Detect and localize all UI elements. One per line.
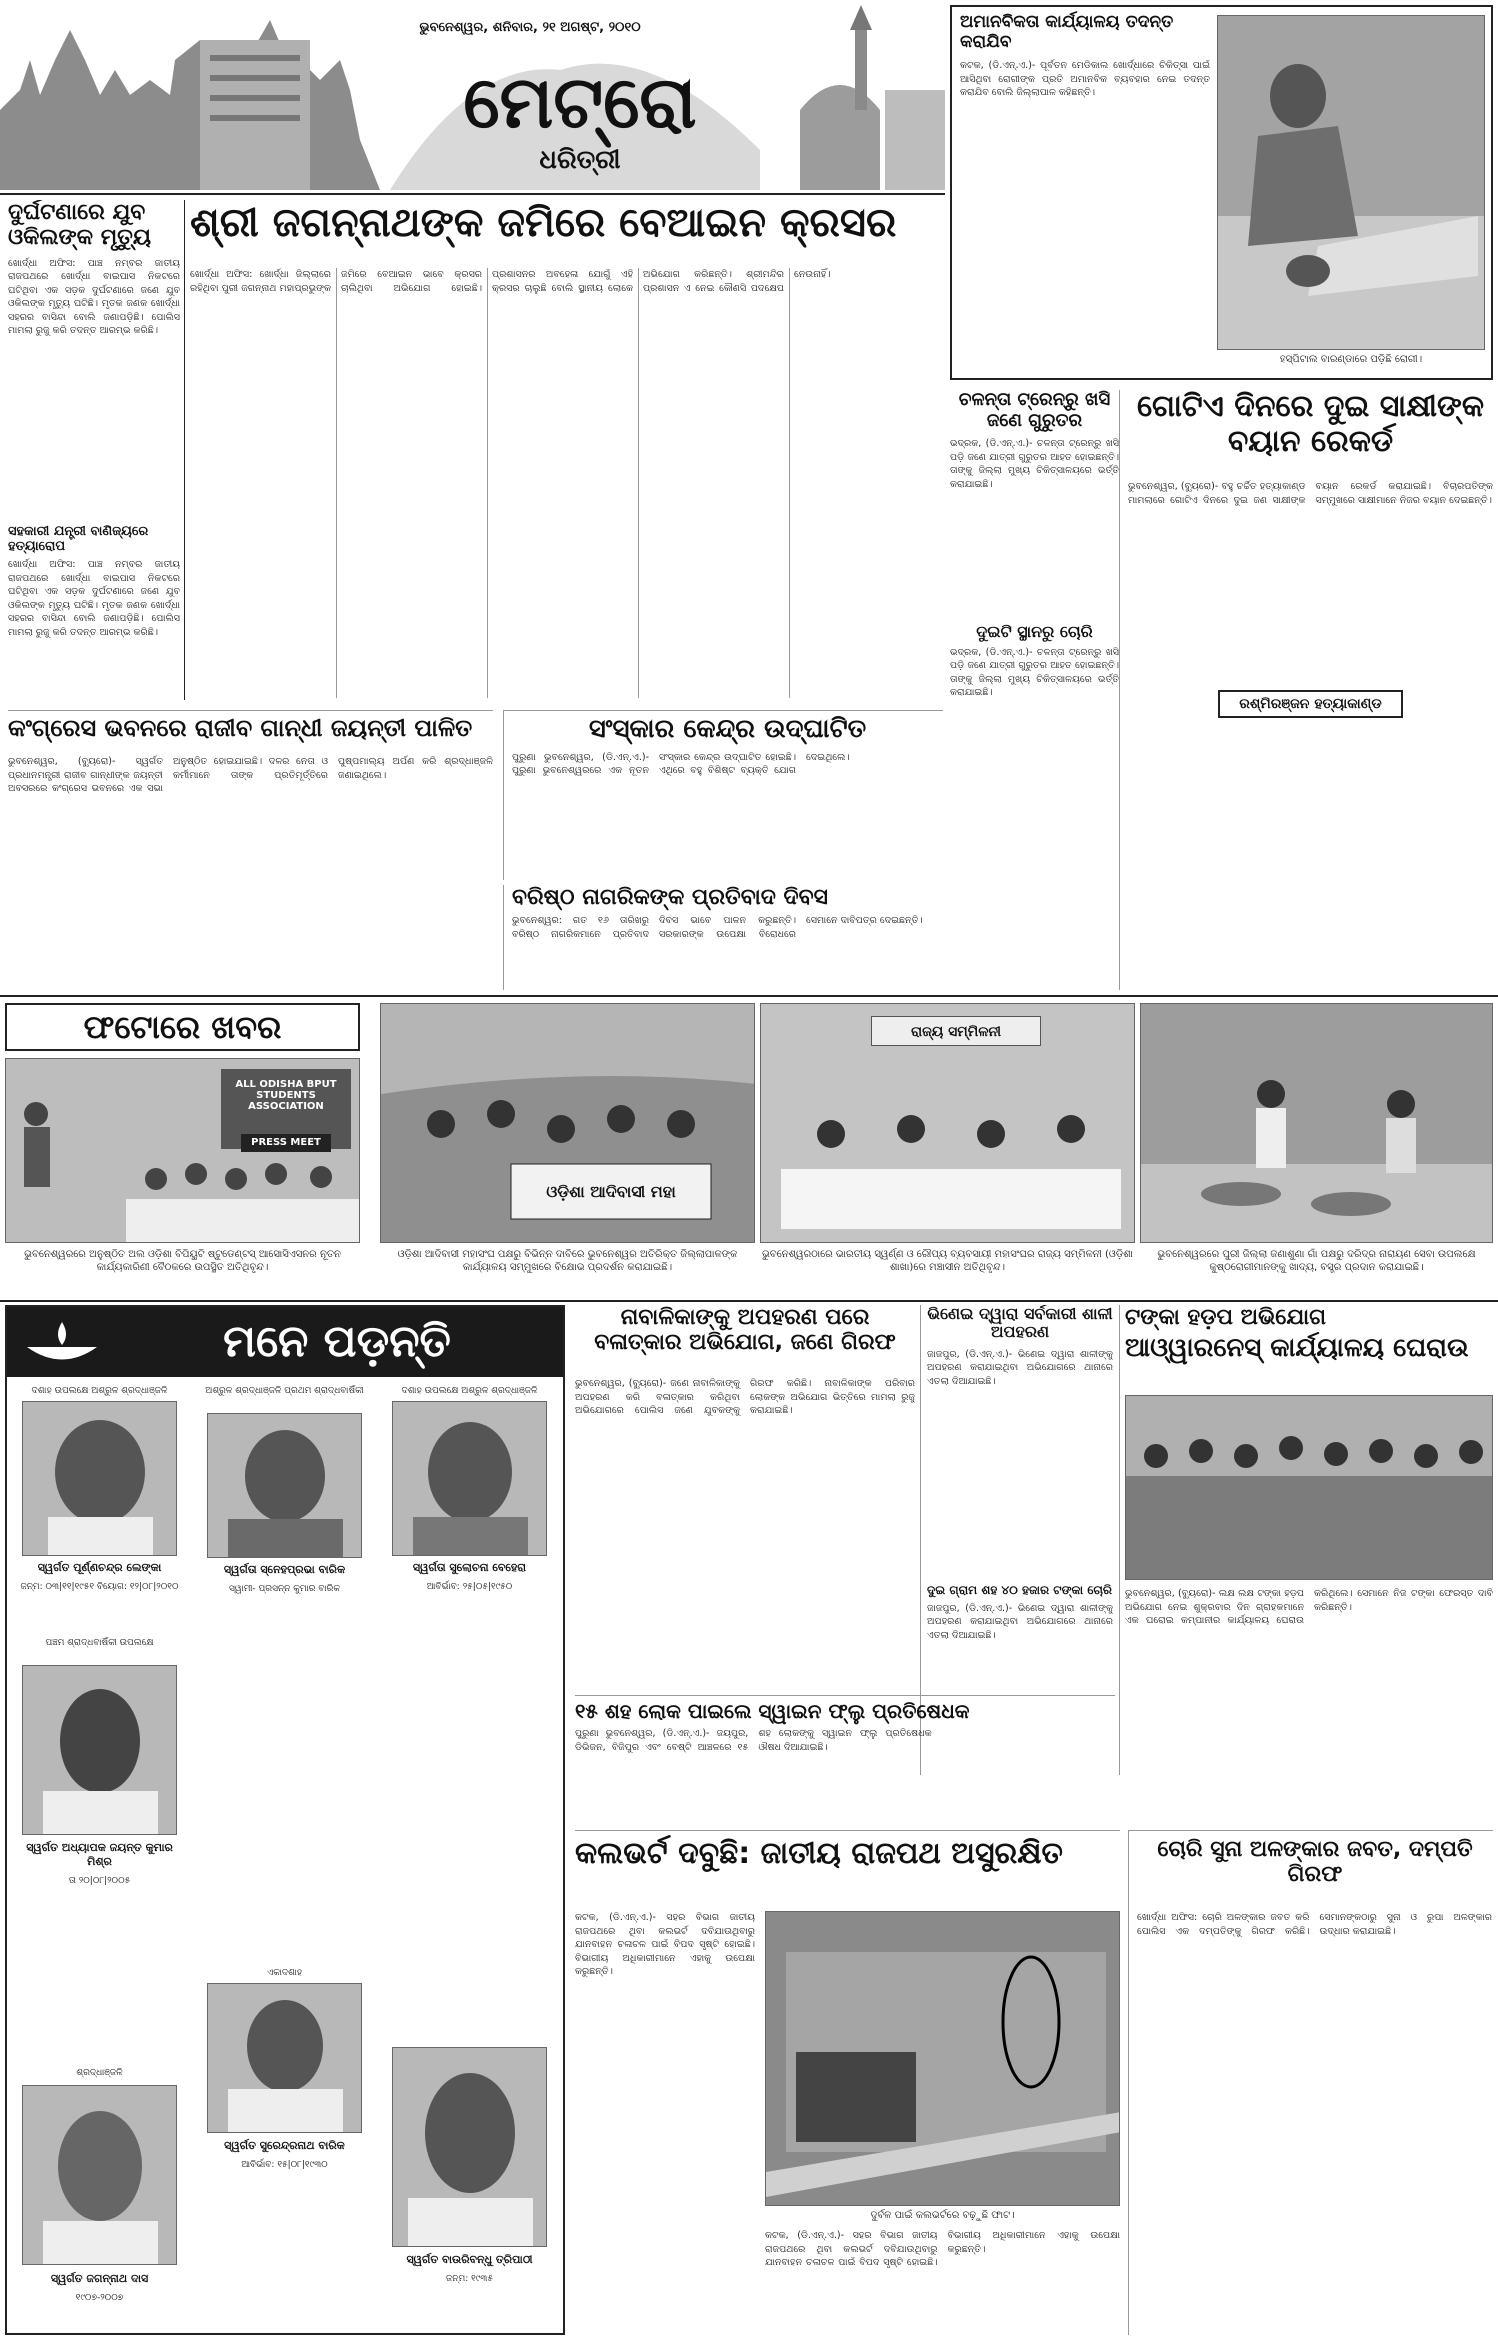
body-hospital: କଟକ, (ଡି.ଏନ୍.ଏ.)- ପୂର୍ବତନ ମେଡିକାଲ ଖୋର୍ଦ୍ଧାରେ ଚିକିତ୍ସା ପାଇଁ ଆସିଥିବା ରୋଗୀଙ୍କ ପ୍ରତି ଅମାନବିକ ବ୍ୟବହାର ନେଇ ତଦନ୍ତ କରାଯିବ ବୋଲି ଜିଲ୍ଲାପାଳ କହିଛନ୍ତି। (960, 60, 1210, 98)
article-train (950, 390, 1120, 990)
headline-congress: କଂଗ୍ରେସ ଭବନରେ ରାଜୀବ ଗାନ୍ଧୀ ଜୟନ୍ତୀ ପାଳିତ (8, 714, 473, 742)
obit-name: ସ୍ୱର୍ଗତା ସୁଲୋଚନା ବେହେରା (412, 1561, 527, 1574)
obit-portrait (22, 1401, 177, 1556)
obit-name: ସ୍ୱର୍ଗତ ସୁରେନ୍ଦ୍ରନାଥ ବାରିକ (224, 2139, 345, 2152)
headline-minor: ନାବାଳିକାଙ୍କୁ ଅପହରଣ ପରେ ବଳାତ୍କାର ଅଭିଯୋଗ, ଜଣେ ଗିରଫ (594, 1305, 896, 1356)
obit-label: ପଞ୍ଚମ ଶ୍ରାଦ୍ଧବାର୍ଷିକୀ ଉପଲକ୍ଷେ (45, 1638, 154, 1648)
obit-name: ସ୍ୱର୍ଗତା ସ୍ନେହପ୍ରଭା ବାରିକ (223, 1563, 346, 1576)
obit-card (382, 2037, 557, 2332)
obit-detail: ଆବିର୍ଭାବ: ୨୫|୦୫|୧୯୫୦ (426, 1582, 513, 1592)
caption-hospital: ହସ୍ପିଟାଲ ବାରଣ୍ଡାରେ ପଡ଼ିଛି ରୋଗୀ। (1279, 354, 1423, 365)
gold-columns (1137, 1911, 1492, 2331)
photo-tribal-protest (380, 1003, 755, 1243)
obit-label: ଶ୍ରଦ୍ଧାଞ୍ଜଳି (76, 2068, 123, 2078)
obit-card (197, 1385, 372, 1615)
body-engineer: ଖୋର୍ଦ୍ଧା ଅଫିସ: ପାଞ୍ଚ ନମ୍ବର ଜାତୀୟ ରାଜପଥରେ ଖୋର୍ଦ୍ଧା ବାଇପାସ ନିକଟରେ ଘଟିଥିବା ଏକ ସଡ଼କ ଦୁର୍ଘଟଣାରେ ଜଣେ ଯୁବ ଓକିଲଙ୍କ ମୃତ୍ୟୁ ଘଟିଛି। ମୃତକ ଜଣକ ଖୋର୍ଦ୍ଧା ସହରର ବାସିନ୍ଦା ବୋଲି ଜଣାପଡ଼ିଛି। ପୋଲିସ ମାମଲା ରୁଜୁ କରି ତଦନ୍ତ ଆରମ୍ଭ କରିଛି। (8, 559, 180, 638)
headline-senior: ବରିଷ୍ଠ ନାଗରିକଙ୍କ ପ୍ରତିବାଦ ଦିବସ (512, 885, 829, 910)
obit-card (382, 1385, 557, 1615)
masthead-subtitle: ଧରିତ୍ରୀ (539, 145, 621, 175)
photo-culvert (765, 1911, 1120, 2206)
obit-card (12, 1385, 187, 1615)
insurance-protest-graphic (1126, 1396, 1493, 1580)
senior-columns (512, 914, 943, 984)
lamp-icon (22, 1317, 102, 1367)
obituary-header (7, 1307, 563, 1377)
obit-portrait (392, 1401, 547, 1556)
obit-portrait (22, 1665, 177, 1835)
headline-hospital: ଅମାନବିକତା କାର୍ଯ୍ୟାଳୟ ତଦନ୍ତ କରାଯିବ (960, 12, 1174, 52)
obit-name: ସ୍ୱର୍ଗତ ଅଧ୍ୟାପକ ଜୟନ୍ତ କୁମାର ମିଶ୍ର (26, 1841, 173, 1868)
photo-news-title: ଫଟୋରେ ଖବର (5, 1003, 360, 1051)
article-insurance (1125, 1305, 1493, 1825)
photo-food-distribution (1140, 1003, 1493, 1243)
obituary-section (5, 1305, 565, 2335)
headline-swine: ୧୫ ଶହ ଲୋକ ପାଇଲେ ସ୍ୱାଇନ ଫ୍ଲୁ ପ୍ରତିଷେଧକ (575, 1699, 970, 1723)
patient-photo-graphic (1218, 16, 1485, 350)
photo-news-section (0, 998, 1498, 1298)
photo-conference (760, 1003, 1135, 1243)
culvert-left-column (575, 1911, 755, 2331)
conference-graphic (761, 1004, 1135, 1243)
swine-columns (575, 1727, 1115, 1817)
obit-label: ଦଶାହ ଉପଲକ୍ଷେ ଅଶ୍ରୁଳ ଶ୍ରଦ୍ଧାଞ୍ଜଳି (31, 1386, 168, 1396)
subheadline-theft: ଦୁଇଟି ସ୍ଥାନରୁ ଚୋରି (976, 622, 1093, 642)
body-anganwadi: ଜାଜପୁର, (ଡି.ଏନ୍.ଏ.)- ଭିଣେଇ ଦ୍ୱାରା ଶାଳୀଙ୍କୁ ଅପହରଣ କରାଯାଇଥିବା ଅଭିଯୋଗରେ ଥାନାରେ ଏତଲା ଦିଆଯାଇଛି। (927, 1348, 1113, 1387)
culvert-graphic (766, 1912, 1120, 2206)
article-witness (1128, 390, 1493, 990)
obit-name: ସ୍ୱର୍ଗତ ବାଉରିବନ୍ଧୁ ତ୍ରିପାଠୀ (406, 2253, 533, 2266)
congress-columns (8, 755, 493, 985)
body-train: ଭଦ୍ରକ, (ଡି.ଏନ୍.ଏ.)- ଚଳନ୍ତା ଟ୍ରେନ୍‌ରୁ ଖସି ପଡ଼ି ଜଣେ ଯାତ୍ରୀ ଗୁରୁତର ଆହତ ହୋଇଛନ୍ତି। ତାଙ୍କୁ ଜିଲ୍ଲା ମୁଖ୍ୟ ଚିକିତ୍ସାଳୟରେ ଭର୍ତ୍ତି କରାଯାଇଛି। (950, 438, 1119, 490)
body-witness: ଭୁବନେଶ୍ୱର, (ବ୍ୟୁରୋ)- ବହୁ ଚର୍ଚ୍ଚିତ ହତ୍ୟାକାଣ୍ଡ ମାମଲାରେ ଗୋଟିଏ ଦିନରେ ଦୁଇ ଜଣ ସାକ୍ଷୀଙ୍କ ବୟାନ ରେକର୍ଡ କରାଯାଇଛି। ବିଚାରପତିଙ୍କ ସମ୍ମୁଖରେ ସାକ୍ଷୀମାନେ ନିଜର ବୟାନ ଦେଇଛନ୍ତି। (1128, 481, 1493, 506)
witness-label: ରଶ୍ମିରଞ୍ଜନ ହତ୍ୟାକାଣ୍ଡ (1218, 690, 1403, 718)
caption-photo-1: ଭୁବନେଶ୍ୱରରେ ଅନୁଷ୍ଠିତ ଅଲ ଓଡ଼ିଶା ବିପିୟୁଟି ଷ୍ଟୁଡେଣ୍ଟସ୍ ଆସୋସିଏସନର ନୂତନ କାର୍ଯ୍ୟକାରିଣୀ ବୈଠକରେ ଉପସ୍ଥିତ ଅତିଥିବୃନ୍ଦ। (24, 1249, 341, 1273)
article-congress (8, 710, 493, 990)
body-cash-theft: ଜାଜପୁର, (ଡି.ଏନ୍.ଏ.)- ଭିଣେଇ ଦ୍ୱାରା ଶାଳୀଙ୍କୁ ଅପହରଣ କରାଯାଇଥିବା ଅଭିଯୋଗରେ ଥାନାରେ ଏତଲା ଦିଆଯାଇଛି। (927, 1602, 1113, 1641)
article-swine (575, 1695, 1115, 1825)
article-sanskar (503, 710, 943, 880)
subheadline-engineer: ସହକାରୀ ଯନ୍ତ୍ରୀ ବାଣିଜ୍ୟରେ ହତ୍ୟାରୋପ (8, 523, 149, 554)
banner-press-meet: PRESS MEET (241, 1134, 331, 1152)
obit-label: ଏକାଦଶାହ (266, 1968, 303, 1978)
body-theft: ଭଦ୍ରକ, (ଡି.ଏନ୍.ଏ.)- ଚଳନ୍ତା ଟ୍ରେନ୍‌ରୁ ଖସି ପଡ଼ି ଜଣେ ଯାତ୍ରୀ ଗୁରୁତର ଆହତ ହୋଇଛନ୍ତି। ତାଙ୍କୁ ଜିଲ୍ଲା ମୁଖ୍ୟ ଚିକିତ୍ସାଳୟରେ ଭର୍ତ୍ତି କରାଯାଇଛି। (950, 646, 1119, 699)
section-divider-2 (0, 1300, 1498, 1302)
photo-hospital-patient (1217, 15, 1485, 350)
headline-lead: ଶ୍ରୀ ଜଗନ୍ନାଥଙ୍କ ଜମିରେ ବେଆଇନ କ୍ରସର (190, 200, 897, 246)
headline-anganwadi: ଭିଣେଇ ଦ୍ୱାରା ସର୍ବକାରୀ ଶାଳୀ ଅପହରଣ (927, 1305, 1113, 1342)
body-lawyer: ଖୋର୍ଦ୍ଧା ଅଫିସ: ପାଞ୍ଚ ନମ୍ବର ଜାତୀୟ ରାଜପଥରେ ଖୋର୍ଦ୍ଧା ବାଇପାସ ନିକଟରେ ଘଟିଥିବା ଏକ ସଡ଼କ ଦୁର୍ଘଟଣାରେ ଜଣେ ଯୁବ ଓକିଲଙ୍କ ମୃତ୍ୟୁ ଘଟିଛି। ମୃତକ ଜଣକ ଖୋର୍ଦ୍ଧା ସହରର ବାସିନ୍ଦା ବୋଲି ଜଣାପଡ଼ିଛି। ପୋଲିସ ମାମଲା ରୁଜୁ କରି ତଦନ୍ତ ଆରମ୍ଭ କରିଛି। (8, 257, 180, 337)
witness-columns (1128, 480, 1493, 980)
obit-detail: ଜନ୍ମ: ୧୯୩୫ (446, 2274, 493, 2284)
body-sanskar: ପୁରୁଣା ଭୁବନେଶ୍ୱର, (ଡି.ଏନ୍.ଏ.)- ପୁରୁଣା ଭୁବନେଶ୍ୱରରେ ଏକ ନୂତନ ସଂସ୍କାର କେନ୍ଦ୍ର ଉଦ୍‌ଘାଟିତ ହୋଇଛି। ଏଥିରେ ବହୁ ବିଶିଷ୍ଟ ବ୍ୟକ୍ତି ଯୋଗ ଦେଇଥିଲେ। (512, 751, 850, 777)
body-insurance: ଭୁବନେଶ୍ୱର, (ବ୍ୟୁରୋ)- ଲକ୍ଷ ଲକ୍ଷ ଟଙ୍କା ହଡ଼ପ ଅଭିଯୋଗ ନେଇ ଶୁକ୍ରବାର ଦିନ ଗ୍ରାହକମାନେ ଏକ ଘରୋଇ କମ୍ପାନୀର କାର୍ଯ୍ୟାଳୟ ଘେରାଉ କରିଥିଲେ। ସେମାନେ ନିଜ ଟଙ୍କା ଫେରସ୍ତ ଦାବି କରିଛନ୍ତି। (1125, 1588, 1493, 1626)
obituary-title: ମନେ ପଡ଼ନ୍ତି (223, 1316, 451, 1367)
obit-label: ଅଶ୍ରୁଳ ଶ୍ରଦ୍ଧାଞ୍ଜଳି ପ୍ରଥମ ଶ୍ରାଦ୍ଧବାର୍ଷିକୀ (205, 1386, 364, 1396)
obit-name: ସ୍ୱର୍ଗତ ଜଗନ୍ନାଥ ଦାସ (50, 2272, 149, 2285)
body-lead: ଖୋର୍ଦ୍ଧା ଅଫିସ: ଖୋର୍ଦ୍ଧା ଜିଲ୍ଲାରେ ରହିଥିବା ପୁରୀ ଜଗନ୍ନାଥ ମହାପ୍ରଭୁଙ୍କ ଜମିରେ ବେଆଇନ ଭାବେ କ୍ରସର ଚାଲିଥିବା ଅଭିଯୋଗ ହୋଇଛି। ପ୍ରଶାସନର ଅବହେଳା ଯୋଗୁଁ ଏହି କ୍ରସର ଚାଲୁଛି ବୋଲି ସ୍ଥାନୀୟ ଲୋକେ ଅଭିଯୋଗ କରିଛନ୍ତି। ଶ୍ରୀମନ୍ଦିର ପ୍ରଶାସନ ଏ ନେଇ କୌଣସି ପଦକ୍ଷେପ ନେଉନାହିଁ। (190, 269, 831, 294)
obit-card (12, 1637, 187, 1897)
column-rule (184, 200, 185, 700)
body-swine: ପୁରୁଣା ଭୁବନେଶ୍ୱର, (ଡି.ଏନ୍.ଏ.)- ଜୟପୁର, ଡିଭିଜନ, ବିଜିପୁର ଏବଂ ବେଷ୍ଟି ଆଞ୍ଚଳରେ ୧୫ ଶହ ଲୋକଙ୍କୁ ସ୍ୱାଇନ ଫ୍ଲୁ ପ୍ରତିଷେଧକ ଔଷଧ ଦିଆଯାଇଛି। (575, 1728, 932, 1753)
obit-card (197, 1967, 372, 2197)
article-gold (1128, 1830, 1493, 2335)
headline-witness: ଗୋଟିଏ ଦିନରେ ଦୁଇ ସାକ୍ଷୀଙ୍କ ବୟାନ ରେକର୍ଡ (1137, 390, 1484, 459)
headline-gold: ଚୋରି ସୁନା ଅଳଙ୍କାର ଜବତ, ଦମ୍ପତି ଗିରଫ (1157, 1837, 1473, 1888)
food-distribution-graphic (1141, 1004, 1493, 1243)
photo-press-meet (5, 1058, 360, 1243)
caption-photo-2: ଓଡ଼ିଶା ଆଦିବାସୀ ମହାସଂଘ ପକ୍ଷରୁ ବିଭିନ୍ନ ଦାବିରେ ଭୁବନେଶ୍ୱର ଅତିରିକ୍ତ ଜିଲ୍ଲାପାଳଙ୍କ କାର୍ଯ୍ୟାଳୟ ସମ୍ମୁଖରେ ବିକ୍ଷୋଭ ପ୍ରଦର୍ଶନ କରାଯାଇଛି। (397, 1249, 738, 1273)
dateline: ଭୁବନେଶ୍ୱର, ଶନିବାର, ୨୧ ଅଗଷ୍ଟ, ୨୦୧୦ (419, 20, 641, 35)
kicker-insurance: ଟଙ୍କା ହଡ଼ପ ଅଭିଯୋଗ (1125, 1305, 1327, 1330)
obit-detail: ୧୯୦୭-୨୦୦୭ (75, 2293, 124, 2303)
culvert-bottom-columns (765, 2229, 1120, 2334)
article-hospital (950, 5, 1493, 380)
body-minor: ଭୁବନେଶ୍ୱର, (ବ୍ୟୁରୋ)- ଜଣେ ନାବାଳିକାଙ୍କୁ ଅପହରଣ କରି ବଳାତ୍କାର କରିଥିବା ଅଭିଯୋଗରେ ପୋଲିସ ଜଣେ ଯୁବକଙ୍କୁ ଗିରଫ କରିଛି। ନାବାଳିକାଙ୍କ ପରିବାର ଲୋକଙ୍କ ଅଭିଯୋଗ ଭିତ୍ତିରେ ମାମଲା ରୁଜୁ କରାଯାଇଛି। (575, 1378, 915, 1416)
subheadline-cash-theft: ଦୁଇ ଗ୍ରାମ ଶହ ୪୦ ହଜାର ଟଙ୍କା ଚୋରି (927, 1582, 1112, 1597)
sanskar-columns (512, 751, 943, 861)
body-congress: ଭୁବନେଶ୍ୱର, (ବ୍ୟୁରୋ)- ସ୍ୱର୍ଗତ ପ୍ରଧାନମନ୍ତ୍ରୀ ରାଜୀବ ଗାନ୍ଧୀଙ୍କ ଜୟନ୍ତୀ ଅବସରରେ କଂଗ୍ରେସ ଭବନରେ ଏକ ସଭା ଅନୁଷ୍ଠିତ ହୋଇଯାଇଛି। ଦଳର ନେତା ଓ କର୍ମୀମାନେ ତାଙ୍କ ପ୍ରତିମୂର୍ତ୍ତିରେ ପୁଷ୍ପମାଲ୍ୟ ଅର୍ପଣ କରି ଶ୍ରଦ୍ଧାଞ୍ଜଳି ଜଣାଇଥିଲେ। (8, 756, 493, 794)
body-culvert: କଟକ, (ଡି.ଏନ୍.ଏ.)- ସହର ବିଭାଗ ଜାତୀୟ ରାଜପଥରେ ଥିବା କଲଭର୍ଟ ଦବିଯାଉଥିବାରୁ ଯାନବାହନ ଚଳାଚଳ ପାଇଁ ବିପଦ ସୃଷ୍ଟି ହୋଇଛି। ବିଭାଗୀୟ ଅଧିକାରୀମାନେ ଏହାକୁ ଉପେକ୍ଷା କରୁଛନ୍ତି। (575, 1912, 755, 1977)
obit-portrait (22, 2085, 177, 2265)
conference-banner-text: ରାଜ୍ୟ ସମ୍ମିଳନୀ (871, 1016, 1041, 1046)
banner-association: ALL ODISHA BPUT STUDENTS ASSOCIATION (221, 1069, 351, 1149)
caption-photo-3: ଭୁବନେଶ୍ୱରଠାରେ ଭାରତୀୟ ସ୍ୱର୍ଣ୍ଣ ଓ ରୌପ୍ୟ ବ୍ୟବସାୟୀ ମହାସଂଘର ରାଜ୍ୟ ସମ୍ମିଳନୀ (ଓଡ଼ିଶା ଶାଖା)ରେ ମଞ୍ଚାସୀନ ଅତିଥିବୃନ୍ଦ। (762, 1249, 1133, 1273)
obit-label: ଦଶାହ ଉପଲକ୍ଷେ ଅଶ୍ରୁଳ ଶ୍ରଦ୍ଧାଞ୍ଜଳି (401, 1386, 538, 1396)
article-culvert (575, 1830, 1120, 2335)
press-meet-graphic (6, 1059, 360, 1243)
lead-columns (190, 268, 935, 698)
obit-detail: ଜନ୍ମ: ୦୩|୧୧|୧୯୫୧ ବିୟୋଗ: ୧୨|୦୮|୨୦୧୦ (20, 1582, 179, 1592)
masthead (0, 0, 945, 195)
section-divider (0, 995, 1498, 997)
obit-name: ସ୍ୱର୍ଗତ ପୂର୍ଣ୍ଣଚନ୍ଦ୍ର ଲେଙ୍କା (37, 1561, 162, 1574)
obit-detail: ତା ୨୦|୦୮|୨୦୦୫ (68, 1876, 131, 1886)
caption-photo-4: ଭୁବନେଶ୍ୱରରେ ପୁରୀ ଜିଲ୍ଲା ଜଣାଶୁଣା ଗାଁ ପକ୍ଷରୁ ଦରିଦ୍ର ନାରାୟଣ ସେବା ଉପଲକ୍ଷେ କୁଷ୍ଠରୋଗୀମାନଙ୍କୁ ଖାଦ୍ୟ, ବସ୍ତ୍ର ପ୍ରଦାନ କରାଯାଇଛି। (1157, 1249, 1476, 1273)
headline-sanskar: ସଂସ୍କାର କେନ୍ଦ୍ର ଉଦ୍‌ଘାଟିତ (588, 714, 867, 744)
body-culvert-continued: କଟକ, (ଡି.ଏନ୍.ଏ.)- ସହର ବିଭାଗ ଜାତୀୟ ରାଜପଥରେ ଥିବା କଲଭର୍ଟ ଦବିଯାଉଥିବାରୁ ଯାନବାହନ ଚଳାଚଳ ପାଇଁ ବିପଦ ସୃଷ୍ଟି ହୋଇଛି। ବିଭାଗୀୟ ଅଧିକାରୀମାନେ ଏହାକୁ ଉପେକ୍ଷା କରୁଛନ୍ତି। (765, 2230, 1120, 2268)
headline-insurance: ଆଓ୍ୱାରନେସ୍ କାର୍ଯ୍ୟାଳୟ ଘେରାଉ (1125, 1333, 1469, 1364)
protest-banner-text: ଓଡ଼ିଶା ଆଦିବାସୀ ମହା (546, 1182, 676, 1201)
obit-portrait (207, 1983, 362, 2133)
obit-detail: ସ୍ୱାମୀ- ପ୍ରସନ୍ନ କୁମାର ବାରିକ (229, 1584, 340, 1594)
article-lead (190, 200, 935, 700)
obit-portrait (207, 1413, 362, 1558)
insurance-columns (1125, 1587, 1493, 1822)
headline-train: ଚଳନ୍ତା ଟ୍ରେନ୍‌ରୁ ଖସି ଜଣେ ଗୁରୁତର (958, 390, 1111, 431)
obit-card (12, 2067, 187, 2332)
article-senior (503, 885, 943, 990)
caption-culvert: ଦୁର୍ବଳ ପାଇଁ କଲଭର୍ଟରେ ବଢ଼ୁଛି ଫାଟ। (870, 2210, 1015, 2221)
obit-portrait (392, 2047, 547, 2247)
headline-lawyer: ଦୁର୍ଘଟଣାରେ ଯୁବ ଓକିଲଙ୍କ ମୃତ୍ୟୁ (8, 200, 151, 251)
photo-insurance-protest (1125, 1395, 1493, 1580)
body-senior: ଭୁବନେଶ୍ୱର: ଗତ ୧୬ ତାରିଖରୁ ବରିଷ୍ଠ ନାଗରିକମାନେ ପ୍ରତିବାଦ ଦିବସ ଭାବେ ପାଳନ କରୁଛନ୍ତି। ସରକାରଙ୍କ ଉପେକ୍ଷା ବିରୋଧରେ ସେମାନେ ଦାବିପତ୍ର ଦେଇଛନ୍ତି। (512, 915, 923, 940)
obit-detail: ଆବିର୍ଭାବ: ୧୫|୦୮|୧୯୩୦ (241, 2160, 328, 2170)
masthead-title: ମେଟ୍ରୋ (463, 60, 697, 144)
headline-culvert: କଲଭର୍ଟ ଦବୁଛି: ଜାତୀୟ ରାଜପଥ ଅସୁରକ୍ଷିତ (575, 1836, 1063, 1871)
body-gold: ଖୋର୍ଦ୍ଧା ଅଫିସ: ଚୋରି ଅଳଙ୍କାର ଜବତ କରି ପୋଲିସ ଏକ ଦମ୍ପତିଙ୍କୁ ଗିରଫ କରିଛି। ସେମାନଙ୍କଠାରୁ ସୁନା ଓ ରୁପା ଅଳଙ୍କାର ଉଦ୍ଧାର କରାଯାଇଛି। (1137, 1912, 1492, 1937)
